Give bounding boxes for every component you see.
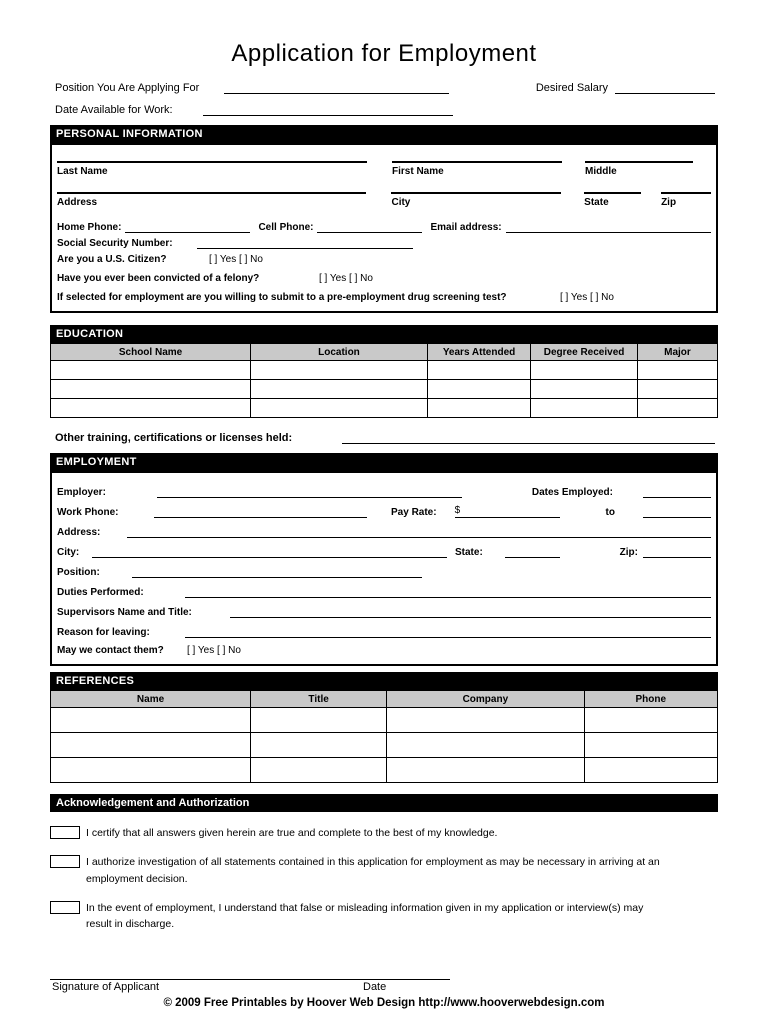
references-cell[interactable] bbox=[51, 758, 251, 783]
citizen-yes-no-checkboxes[interactable]: [ ] Yes [ ] No bbox=[209, 254, 263, 265]
middle-name-field[interactable] bbox=[585, 161, 693, 177]
dates-employed-label: Dates Employed: bbox=[531, 487, 613, 498]
first-name-label: First Name bbox=[392, 166, 444, 177]
citizen-question-row bbox=[57, 254, 711, 265]
duties-performed-label: Duties Performed: bbox=[57, 587, 144, 598]
section-header-references: REFERENCES bbox=[50, 672, 718, 690]
employment-address-row bbox=[57, 525, 711, 538]
education-row bbox=[51, 399, 718, 418]
education-col-years-attended: Years Attended bbox=[427, 344, 530, 361]
citizen-question-label: Are you a U.S. Citizen? bbox=[57, 254, 167, 265]
references-header-row bbox=[51, 691, 718, 708]
references-row bbox=[51, 733, 718, 758]
certify-checkbox[interactable] bbox=[50, 826, 80, 839]
felony-question-label: Have you ever been convicted of a felony? bbox=[57, 273, 260, 284]
education-col-school-name: School Name bbox=[51, 344, 251, 361]
education-col-major: Major bbox=[637, 344, 717, 361]
duties-row bbox=[57, 585, 711, 598]
top-row-position-salary bbox=[50, 81, 718, 94]
discharge-statement: In the event of employment, I understand that false or misleading information given in my application or interview(s) may result in discharge. bbox=[86, 901, 644, 931]
employer-row bbox=[57, 485, 711, 498]
education-cell[interactable] bbox=[531, 380, 638, 399]
education-cell[interactable] bbox=[251, 361, 428, 380]
education-cell[interactable] bbox=[251, 380, 428, 399]
employment-box bbox=[50, 471, 718, 666]
education-cell[interactable] bbox=[251, 399, 428, 418]
first-name-field[interactable] bbox=[392, 161, 562, 177]
first-name-input-line[interactable] bbox=[392, 161, 562, 163]
section-header-acknowledgement: Acknowledgement and Authorization bbox=[50, 794, 718, 812]
reason-for-leaving-label: Reason for leaving: bbox=[57, 627, 150, 638]
reason-for-leaving-input-line[interactable] bbox=[185, 625, 711, 638]
references-row bbox=[51, 708, 718, 733]
references-col-title: Title bbox=[251, 691, 387, 708]
copyright-text: © 2009 Free Printables by Hoover Web Design http://www.hooverwebdesign.com bbox=[163, 997, 605, 1010]
home-phone-label: Home Phone: bbox=[57, 222, 122, 233]
zip-input-line[interactable] bbox=[661, 192, 711, 194]
date-available-input-line[interactable] bbox=[203, 103, 453, 116]
other-training-label: Other training, certifications or licenses held: bbox=[55, 432, 293, 444]
education-cell[interactable] bbox=[531, 399, 638, 418]
signature-label: Signature of Applicant bbox=[52, 981, 160, 994]
address-field[interactable] bbox=[57, 192, 366, 208]
certify-statement: I certify that all answers given herein are true and complete to the best of my knowledge. bbox=[86, 827, 498, 839]
education-cell[interactable] bbox=[531, 361, 638, 380]
dates-employed-to-label: to bbox=[605, 507, 615, 518]
references-cell[interactable] bbox=[387, 708, 584, 733]
last-name-input-line[interactable] bbox=[57, 161, 367, 163]
education-cell[interactable] bbox=[427, 399, 530, 418]
references-table bbox=[50, 690, 718, 783]
contact-question-label: May we contact them? bbox=[57, 645, 164, 656]
work-phone-label: Work Phone: bbox=[57, 507, 119, 518]
education-header-row bbox=[51, 344, 718, 361]
position-applying-label: Position You Are Applying For bbox=[55, 82, 200, 94]
work-phone-row bbox=[57, 505, 711, 518]
section-header-education: EDUCATION bbox=[50, 325, 718, 343]
references-col-phone: Phone bbox=[584, 691, 717, 708]
name-fields-row bbox=[57, 145, 711, 177]
references-cell[interactable] bbox=[387, 758, 584, 783]
education-col-location: Location bbox=[251, 344, 428, 361]
cell-phone-input-line[interactable] bbox=[317, 220, 422, 233]
references-cell[interactable] bbox=[251, 708, 387, 733]
page-title: Application for Employment bbox=[231, 40, 537, 67]
employment-state-input-line[interactable] bbox=[505, 545, 560, 558]
education-cell[interactable] bbox=[637, 380, 717, 399]
ack-certify-row bbox=[50, 825, 718, 841]
references-cell[interactable] bbox=[51, 708, 251, 733]
email-label: Email address: bbox=[430, 222, 502, 233]
supervisor-row bbox=[57, 605, 711, 618]
reason-leaving-row bbox=[57, 625, 711, 638]
dates-employed-from-line[interactable] bbox=[643, 485, 711, 498]
date-label: Date bbox=[363, 981, 387, 994]
education-cell[interactable] bbox=[637, 399, 717, 418]
work-phone-input-line[interactable] bbox=[154, 505, 367, 518]
position-input-line[interactable] bbox=[132, 565, 422, 578]
employment-zip-input-line[interactable] bbox=[643, 545, 711, 558]
city-field[interactable] bbox=[391, 192, 561, 208]
city-label: City bbox=[391, 197, 411, 208]
employer-label: Employer: bbox=[57, 487, 106, 498]
email-input-line[interactable] bbox=[506, 220, 711, 233]
home-phone-input-line[interactable] bbox=[125, 220, 250, 233]
employment-city-row bbox=[57, 545, 711, 558]
signature-area bbox=[50, 966, 450, 996]
ssn-label: Social Security Number: bbox=[57, 238, 173, 249]
last-name-field[interactable] bbox=[57, 161, 367, 177]
education-row bbox=[51, 380, 718, 399]
phones-row bbox=[57, 220, 711, 233]
references-col-name: Name bbox=[51, 691, 251, 708]
ack-discharge-row bbox=[50, 900, 718, 933]
city-input-line[interactable] bbox=[391, 192, 561, 194]
employment-zip-label: Zip: bbox=[619, 547, 638, 558]
drug-test-yes-no-checkboxes[interactable]: [ ] Yes [ ] No bbox=[560, 292, 614, 303]
section-header-personal-information: PERSONAL INFORMATION bbox=[50, 125, 718, 143]
references-cell[interactable] bbox=[584, 733, 717, 758]
references-cell[interactable] bbox=[51, 733, 251, 758]
desired-salary-label: Desired Salary bbox=[535, 82, 608, 94]
employer-input-line[interactable] bbox=[157, 485, 462, 498]
authorize-statement: I authorize investigation of all statements contained in this application for employment as may be necessary in arriving at an employment decision. bbox=[86, 856, 660, 885]
references-col-company: Company bbox=[387, 691, 584, 708]
duties-performed-input-line[interactable] bbox=[185, 585, 711, 598]
felony-question-row bbox=[57, 273, 711, 284]
middle-name-label: Middle bbox=[585, 166, 617, 177]
desired-salary-input-line[interactable] bbox=[615, 81, 715, 94]
education-row bbox=[51, 361, 718, 380]
references-cell[interactable] bbox=[584, 708, 717, 733]
other-training-row bbox=[50, 431, 718, 444]
zip-field[interactable] bbox=[661, 192, 711, 208]
references-row bbox=[51, 758, 718, 783]
section-header-employment: EMPLOYMENT bbox=[50, 453, 718, 471]
state-input-line[interactable] bbox=[584, 192, 641, 194]
top-row-date-available bbox=[50, 103, 718, 116]
education-cell[interactable] bbox=[427, 361, 530, 380]
ssn-row bbox=[57, 236, 711, 249]
supervisor-name-title-label: Supervisors Name and Title: bbox=[57, 607, 192, 618]
references-cell[interactable] bbox=[584, 758, 717, 783]
signature-input-line[interactable] bbox=[50, 966, 450, 980]
dates-employed-to-line[interactable] bbox=[643, 505, 711, 518]
state-label: State bbox=[584, 197, 609, 208]
employment-city-input-line[interactable] bbox=[92, 545, 447, 558]
education-cell[interactable] bbox=[427, 380, 530, 399]
date-available-label: Date Available for Work: bbox=[55, 104, 173, 116]
education-cell[interactable] bbox=[51, 380, 251, 399]
education-cell[interactable] bbox=[637, 361, 717, 380]
education-col-degree-received: Degree Received bbox=[531, 344, 638, 361]
middle-name-input-line[interactable] bbox=[585, 161, 693, 163]
personal-information-box bbox=[50, 143, 718, 313]
address-label: Address bbox=[57, 197, 98, 208]
drug-test-question-label: If selected for employment are you willing to submit to a pre-employment drug screening test? bbox=[57, 292, 507, 303]
education-table bbox=[50, 343, 718, 418]
position-label: Position: bbox=[57, 567, 100, 578]
employment-address-input-line[interactable] bbox=[127, 525, 711, 538]
employment-state-label: State: bbox=[455, 547, 483, 558]
dollar-sign: $ bbox=[454, 505, 461, 516]
position-applying-input-line[interactable] bbox=[224, 81, 449, 94]
last-name-label: Last Name bbox=[57, 166, 108, 177]
drug-test-question-row bbox=[57, 292, 711, 303]
references-cell[interactable] bbox=[251, 733, 387, 758]
employment-city-label: City: bbox=[57, 547, 80, 558]
references-cell[interactable] bbox=[251, 758, 387, 783]
contact-question-row bbox=[57, 645, 711, 656]
discharge-checkbox[interactable] bbox=[50, 901, 80, 914]
supervisor-input-line[interactable] bbox=[230, 605, 711, 618]
employment-address-label: Address: bbox=[57, 527, 101, 538]
state-field[interactable] bbox=[584, 192, 641, 208]
address-fields-row bbox=[57, 177, 711, 208]
cell-phone-label: Cell Phone: bbox=[258, 222, 314, 233]
references-cell[interactable] bbox=[387, 733, 584, 758]
address-input-line[interactable] bbox=[57, 192, 366, 194]
education-cell[interactable] bbox=[51, 399, 251, 418]
education-cell[interactable] bbox=[51, 361, 251, 380]
ack-authorize-row bbox=[50, 854, 718, 887]
zip-label: Zip bbox=[661, 197, 677, 208]
other-training-input-line[interactable] bbox=[342, 431, 715, 444]
authorize-checkbox[interactable] bbox=[50, 855, 80, 868]
contact-yes-no-checkboxes[interactable]: [ ] Yes [ ] No bbox=[187, 645, 241, 656]
pay-rate-input-line[interactable] bbox=[455, 505, 560, 518]
ssn-input-line[interactable] bbox=[197, 236, 413, 249]
pay-rate-label: Pay Rate: bbox=[391, 507, 437, 518]
position-row bbox=[57, 565, 711, 578]
felony-yes-no-checkboxes[interactable]: [ ] Yes [ ] No bbox=[319, 273, 373, 284]
